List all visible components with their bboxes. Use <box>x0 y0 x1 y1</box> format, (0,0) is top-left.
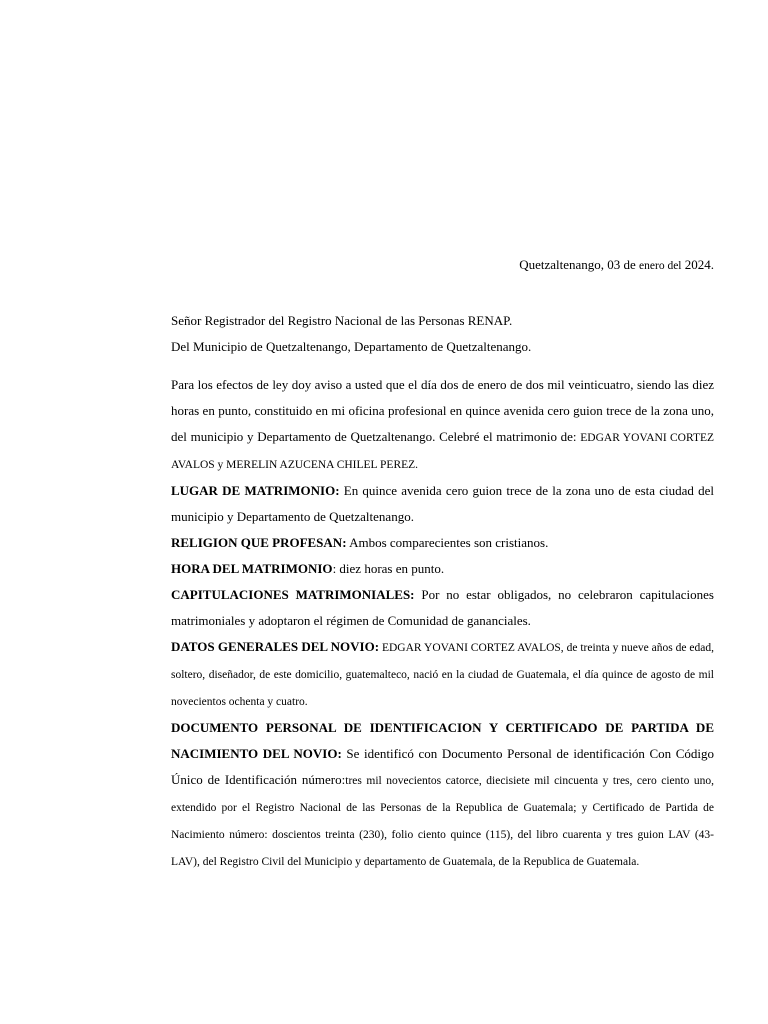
hora-label: HORA DEL MATRIMONIO <box>171 561 333 576</box>
religion-paragraph <box>171 530 714 556</box>
datos-novio-paragraph <box>171 634 714 715</box>
novio-name: EDGAR YOVANI CORTEZ AVALOS, <box>379 642 564 654</box>
documento-paragraph <box>171 715 714 875</box>
date-line <box>519 256 714 275</box>
documento-text-c: doscientos treinta (230), folio ciento quince (115), del libro cuarenta y tres guion LAV (43-LAV), del Registro Civil del Municipio y departamento de Guatemala, de la Republica de Guatemala. <box>171 829 714 868</box>
datos-novio-text: de treinta y nueve años de edad, soltero, diseñador, de este domicilio, guatemalteco, nació en la ciudad de Guatemala, el día quince de agosto de mil novecientos ochenta y cuatro. <box>171 642 714 708</box>
hora-text: : diez horas en punto. <box>332 561 445 576</box>
couple-names: EDGAR YOVANI CORTEZ AVALOS y MERELIN AZUCENA CHILEL PEREZ. <box>171 432 715 471</box>
datos-novio-label: DATOS GENERALES DEL NOVIO: <box>171 639 380 654</box>
document-body <box>171 372 714 875</box>
addressee-block <box>171 308 716 360</box>
documento-label: DOCUMENTO PERSONAL DE IDENTIFICACION Y CERTIFICADO DE PARTIDA DE NACIMIENTO DEL NOVIO: <box>171 720 714 761</box>
addressee-line-2: Del Municipio de Quetzaltenango, Departamento de Quetzaltenango. <box>171 339 532 354</box>
intro-text: Para los efectos de ley doy aviso a usted que el día dos de enero de dos mil veinticuatro, siendo las diez horas en punto, constituido en mi oficina profesional en quince avenida cero guion trece de la zona uno, del municipio y Departamento de Quetzaltenango. Celebré el matrimonio de: <box>171 377 714 444</box>
addressee-line-1: Señor Registrador del Registro Nacional de las Personas RENAP. <box>171 313 513 328</box>
intro-paragraph <box>171 372 714 478</box>
date-month: enero del <box>639 260 682 272</box>
documento-text-a: Se identificó con Documento Personal de identificación Con Código Único de Identificación número: <box>171 746 715 787</box>
hora-paragraph <box>171 556 714 582</box>
lugar-text: En quince avenida cero guion trece de la zona uno de esta ciudad del municipio y Departamento de Quetzaltenango. <box>171 483 715 524</box>
capitulaciones-paragraph <box>171 582 714 634</box>
capitulaciones-label: CAPITULACIONES MATRIMONIALES: <box>171 587 415 602</box>
religion-text: Ambos comparecientes son cristianos. <box>346 535 549 550</box>
lugar-label: LUGAR DE MATRIMONIO: <box>171 483 340 498</box>
date-place: Quetzaltenango, 03 de <box>519 257 636 272</box>
capitulaciones-text: Por no estar obligados, no celebraron capitulaciones matrimoniales y adoptaron el régimen de Comunidad de gananciales. <box>171 587 714 628</box>
lugar-paragraph <box>171 478 714 530</box>
date-year: 2024. <box>684 257 714 272</box>
documento-text-b: tres mil novecientos catorce, diecisiete mil cincuenta y tres, cero ciento uno, extendido por el Registro Nacional de las Personas de la Republica de Guatemala; y Certificado de Partida de Nacimiento número: <box>171 775 714 841</box>
religion-label: RELIGION QUE PROFESAN: <box>171 535 347 550</box>
